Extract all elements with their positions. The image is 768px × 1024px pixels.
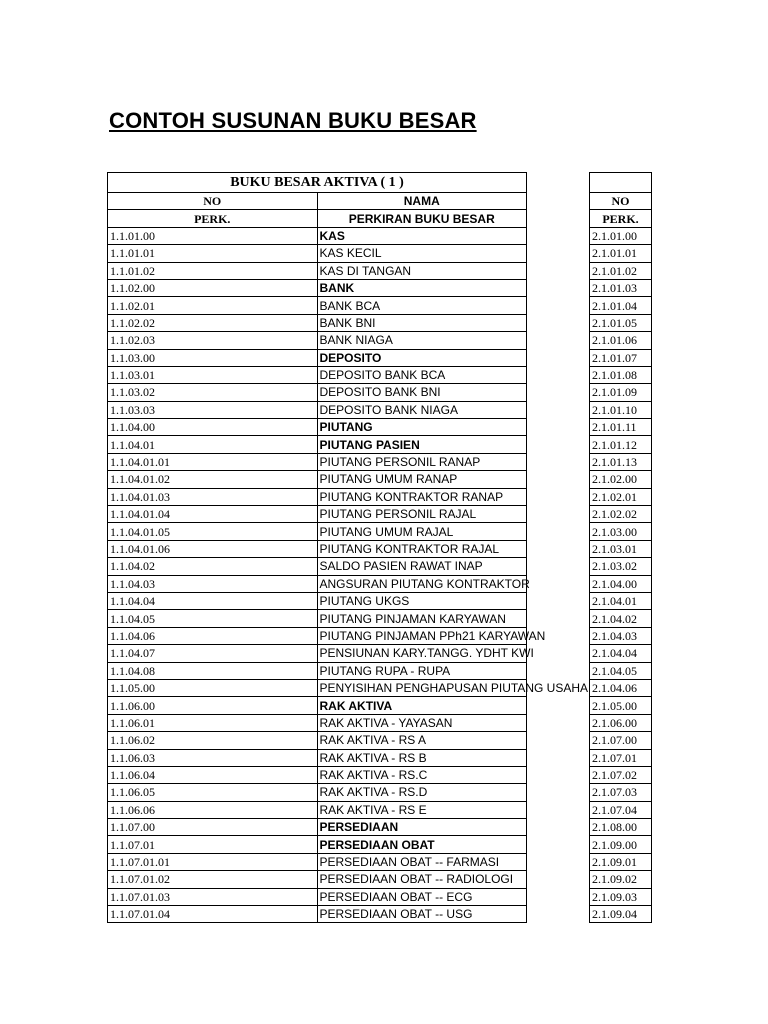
account-number: 1.1.06.00 [108, 697, 318, 714]
table-row [108, 714, 527, 731]
account-number: 2.1.01.08 [590, 366, 652, 383]
table-row [590, 453, 652, 470]
right-title-cell [590, 173, 652, 193]
account-number: 1.1.07.01.03 [108, 888, 318, 905]
account-number: 2.1.04.06 [590, 679, 652, 696]
account-number: 2.1.03.01 [590, 540, 652, 557]
table-row [590, 297, 652, 314]
account-number: 1.1.01.00 [108, 227, 318, 244]
table-row [590, 575, 652, 592]
account-number: 2.1.01.07 [590, 349, 652, 366]
account-number: 2.1.09.01 [590, 853, 652, 870]
table-row [108, 332, 527, 349]
account-number: 1.1.02.01 [108, 297, 318, 314]
table-row [590, 245, 652, 262]
table-row [590, 906, 652, 923]
ledger-table-pasiva-partial [589, 172, 652, 923]
table-row [590, 384, 652, 401]
account-number: 2.1.01.11 [590, 419, 652, 436]
account-number: 1.1.07.00 [108, 819, 318, 836]
account-number: 2.1.09.02 [590, 871, 652, 888]
table-row [108, 366, 527, 383]
account-name: DEPOSITO [317, 349, 527, 366]
table-row [108, 749, 527, 766]
table-row [108, 801, 527, 818]
account-name: RAK AKTIVA - RS.C [317, 766, 527, 783]
header-perk: PERK. [108, 210, 318, 227]
account-name: PIUTANG [317, 419, 527, 436]
table-title: BUKU BESAR AKTIVA ( 1 ) [108, 173, 527, 193]
table-row [108, 888, 527, 905]
account-name: RAK AKTIVA - RS.D [317, 784, 527, 801]
account-number: 2.1.07.01 [590, 749, 652, 766]
account-number: 2.1.09.04 [590, 906, 652, 923]
table-row [590, 766, 652, 783]
table-row [590, 853, 652, 870]
account-name: PERSEDIAAN OBAT [317, 836, 527, 853]
account-name: BANK BNI [317, 314, 527, 331]
table-row [108, 627, 527, 644]
account-number: 1.1.04.01.04 [108, 506, 318, 523]
right-header-row-2 [590, 210, 652, 227]
header-row-2 [108, 210, 527, 227]
account-number: 2.1.06.00 [590, 714, 652, 731]
account-name: DEPOSITO BANK BCA [317, 366, 527, 383]
account-name: ANGSURAN PIUTANG KONTRAKTOR [317, 575, 527, 592]
table-row [108, 645, 527, 662]
account-name: DEPOSITO BANK NIAGA [317, 401, 527, 418]
table-row [590, 262, 652, 279]
table-row [108, 766, 527, 783]
account-number: 1.1.06.05 [108, 784, 318, 801]
table-row [590, 732, 652, 749]
table-row [590, 506, 652, 523]
account-number: 1.1.03.01 [108, 366, 318, 383]
account-name: PIUTANG UMUM RAJAL [317, 523, 527, 540]
account-number: 2.1.01.06 [590, 332, 652, 349]
table-row [590, 314, 652, 331]
table-row [108, 558, 527, 575]
account-name: PERSEDIAAN OBAT -- USG [317, 906, 527, 923]
table-row [590, 610, 652, 627]
table-row [108, 836, 527, 853]
account-name: PIUTANG PASIEN [317, 436, 527, 453]
account-number: 2.1.07.03 [590, 784, 652, 801]
table-row [590, 227, 652, 244]
account-number: 2.1.04.00 [590, 575, 652, 592]
right-title-row [590, 173, 652, 193]
table-row [590, 888, 652, 905]
account-name: KAS DI TANGAN [317, 262, 527, 279]
account-number: 2.1.01.05 [590, 314, 652, 331]
header-name: NAMA [317, 193, 527, 210]
account-name: RAK AKTIVA - RS A [317, 732, 527, 749]
table-row [590, 436, 652, 453]
account-number: 2.1.01.00 [590, 227, 652, 244]
account-number: 2.1.09.00 [590, 836, 652, 853]
table-row [590, 592, 652, 609]
table-row [590, 679, 652, 696]
table-row [590, 819, 652, 836]
account-number: 1.1.03.03 [108, 401, 318, 418]
account-number: 1.1.01.02 [108, 262, 318, 279]
account-name: PIUTANG UKGS [317, 592, 527, 609]
account-name: PIUTANG RUPA - RUPA [317, 662, 527, 679]
table-row [590, 714, 652, 731]
account-number: 1.1.04.01.06 [108, 540, 318, 557]
header-row-1 [108, 193, 527, 210]
account-number: 1.1.04.06 [108, 627, 318, 644]
account-number: 1.1.04.08 [108, 662, 318, 679]
table-row [590, 471, 652, 488]
account-number: 2.1.03.00 [590, 523, 652, 540]
table-row [590, 332, 652, 349]
account-name: PIUTANG PERSONIL RANAP [317, 453, 527, 470]
table-row [108, 523, 527, 540]
table-row [108, 506, 527, 523]
account-number: 1.1.04.01 [108, 436, 318, 453]
account-number: 1.1.07.01.01 [108, 853, 318, 870]
account-name: KAS [317, 227, 527, 244]
table-row [108, 227, 527, 244]
account-number: 2.1.01.04 [590, 297, 652, 314]
account-name: PIUTANG PINJAMAN KARYAWAN [317, 610, 527, 627]
account-number: 1.1.04.07 [108, 645, 318, 662]
account-name: BANK NIAGA [317, 332, 527, 349]
ledger-table-body-right [590, 173, 652, 923]
table-row [108, 540, 527, 557]
table-row [108, 488, 527, 505]
header-perkiran: PERKIRAN BUKU BESAR [317, 210, 527, 227]
account-name: SALDO PASIEN RAWAT INAP [317, 558, 527, 575]
account-number: 2.1.01.10 [590, 401, 652, 418]
account-number: 1.1.02.00 [108, 279, 318, 296]
account-number: 1.1.03.02 [108, 384, 318, 401]
account-number: 1.1.04.03 [108, 575, 318, 592]
table-row [108, 732, 527, 749]
account-number: 1.1.05.00 [108, 679, 318, 696]
account-name: DEPOSITO BANK BNI [317, 384, 527, 401]
account-number: 1.1.07.01.04 [108, 906, 318, 923]
account-number: 1.1.07.01.02 [108, 871, 318, 888]
table-row [108, 871, 527, 888]
account-name: PERSEDIAAN [317, 819, 527, 836]
account-number: 2.1.07.02 [590, 766, 652, 783]
account-number: 2.1.02.00 [590, 471, 652, 488]
account-number: 1.1.04.01.02 [108, 471, 318, 488]
account-number: 2.1.04.04 [590, 645, 652, 662]
table-row [108, 575, 527, 592]
table-row [590, 801, 652, 818]
account-number: 1.1.04.00 [108, 419, 318, 436]
table-row [108, 471, 527, 488]
account-name: RAK AKTIVA - RS E [317, 801, 527, 818]
table-row [108, 906, 527, 923]
right-header-row-1 [590, 193, 652, 210]
account-number: 2.1.03.02 [590, 558, 652, 575]
account-number: 2.1.07.00 [590, 732, 652, 749]
table-row [108, 262, 527, 279]
table-row [108, 697, 527, 714]
account-name: PENSIUNAN KARY.TANGG. YDHT KWI [317, 645, 527, 662]
account-name: BANK BCA [317, 297, 527, 314]
table-row [108, 436, 527, 453]
header-no: NO [108, 193, 318, 210]
table-row [590, 645, 652, 662]
account-number: 2.1.01.02 [590, 262, 652, 279]
table-row [590, 401, 652, 418]
table-row [108, 314, 527, 331]
ledger-table-body [108, 173, 588, 923]
table-row [590, 871, 652, 888]
account-number: 1.1.04.05 [108, 610, 318, 627]
table-row [108, 384, 527, 401]
account-name: PERSEDIAAN OBAT -- FARMASI [317, 853, 527, 870]
table-row [590, 784, 652, 801]
table-row [108, 679, 527, 696]
table-row [108, 610, 527, 627]
account-number: 2.1.01.01 [590, 245, 652, 262]
table-row [108, 419, 527, 436]
account-name: PIUTANG PERSONIL RAJAL [317, 506, 527, 523]
account-number: 2.1.02.02 [590, 506, 652, 523]
account-number: 2.1.09.03 [590, 888, 652, 905]
account-name: RAK AKTIVA - YAYASAN [317, 714, 527, 731]
account-number: 2.1.04.03 [590, 627, 652, 644]
account-number: 2.1.08.00 [590, 819, 652, 836]
account-number: 1.1.06.01 [108, 714, 318, 731]
account-number: 1.1.01.01 [108, 245, 318, 262]
account-number: 1.1.07.01 [108, 836, 318, 853]
account-number: 1.1.04.04 [108, 592, 318, 609]
table-row [590, 366, 652, 383]
table-row [108, 245, 527, 262]
account-number: 1.1.03.00 [108, 349, 318, 366]
account-name: PIUTANG KONTRAKTOR RANAP [317, 488, 527, 505]
table-row [108, 592, 527, 609]
table-row [590, 836, 652, 853]
table-row [590, 558, 652, 575]
ledger-table-aktiva [107, 172, 588, 923]
account-name: KAS KECIL [317, 245, 527, 262]
account-number: 2.1.01.03 [590, 279, 652, 296]
account-number: 2.1.04.01 [590, 592, 652, 609]
account-number: 1.1.04.01.05 [108, 523, 318, 540]
account-number: 2.1.07.04 [590, 801, 652, 818]
account-name: PERSEDIAAN OBAT -- RADIOLOGI [317, 871, 527, 888]
account-number: 1.1.06.02 [108, 732, 318, 749]
table-row [590, 419, 652, 436]
table-row [108, 401, 527, 418]
page-title: CONTOH SUSUNAN BUKU BESAR [109, 108, 477, 133]
account-number: 1.1.04.02 [108, 558, 318, 575]
account-name: RAK AKTIVA - RS B [317, 749, 527, 766]
table-row [590, 627, 652, 644]
right-header-no: NO [590, 193, 652, 210]
table-row [590, 488, 652, 505]
table-row [590, 749, 652, 766]
account-name: PIUTANG KONTRAKTOR RAJAL [317, 540, 527, 557]
account-number: 2.1.01.09 [590, 384, 652, 401]
account-name: PERSEDIAAN OBAT -- ECG [317, 888, 527, 905]
table-row [590, 540, 652, 557]
table-row [108, 279, 527, 296]
account-number: 2.1.04.02 [590, 610, 652, 627]
table-row [108, 784, 527, 801]
account-number: 1.1.04.01.01 [108, 453, 318, 470]
table-row [108, 853, 527, 870]
account-number: 1.1.06.04 [108, 766, 318, 783]
table-row [108, 297, 527, 314]
right-header-perk: PERK. [590, 210, 652, 227]
account-number: 1.1.02.02 [108, 314, 318, 331]
account-number: 1.1.02.03 [108, 332, 318, 349]
account-name: RAK AKTIVA [317, 697, 527, 714]
table-row [590, 662, 652, 679]
table-row [108, 819, 527, 836]
table-row [590, 279, 652, 296]
table-row [590, 349, 652, 366]
account-name: PENYISIHAN PENGHAPUSAN PIUTANG USAHA [317, 679, 527, 696]
account-number: 1.1.06.03 [108, 749, 318, 766]
account-number: 1.1.06.06 [108, 801, 318, 818]
table-title-row [108, 173, 527, 193]
table-row [590, 697, 652, 714]
account-number: 2.1.01.13 [590, 453, 652, 470]
account-number: 2.1.05.00 [590, 697, 652, 714]
table-row [108, 662, 527, 679]
account-name: PIUTANG PINJAMAN PPh21 KARYAWAN [317, 627, 527, 644]
table-row [590, 523, 652, 540]
account-number: 2.1.01.12 [590, 436, 652, 453]
account-number: 2.1.04.05 [590, 662, 652, 679]
account-name: BANK [317, 279, 527, 296]
account-number: 1.1.04.01.03 [108, 488, 318, 505]
table-row [108, 349, 527, 366]
account-number: 2.1.02.01 [590, 488, 652, 505]
account-name: PIUTANG UMUM RANAP [317, 471, 527, 488]
table-row [108, 453, 527, 470]
